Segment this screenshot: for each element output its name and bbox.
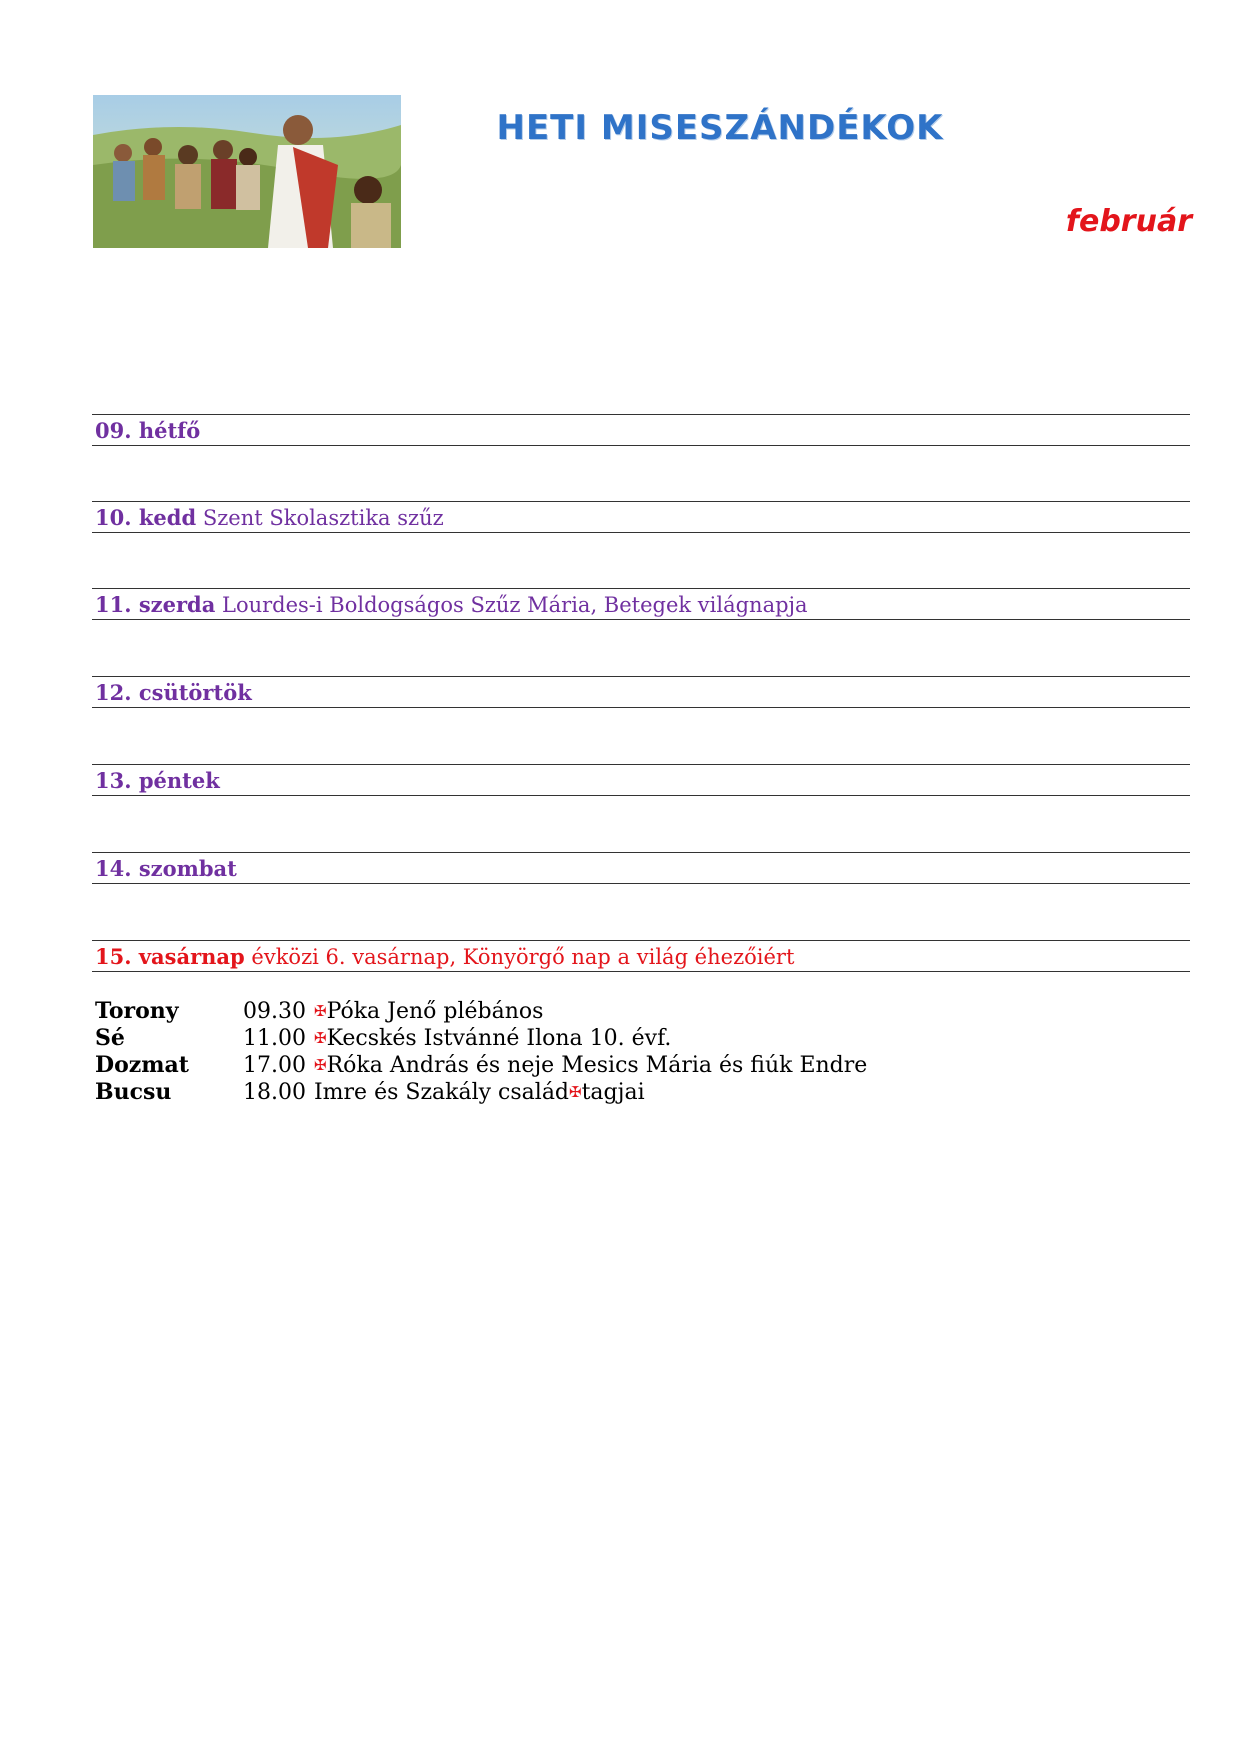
cross-icon: ✠ [313,1002,327,1020]
day-label: 11. szerda [95,592,216,617]
day-row-14 [92,852,1190,884]
mass-time: 17.00 [243,1053,306,1078]
mass-place: Bucsu [95,1079,172,1105]
mass-intention: Kecskés Istvánné Ilona 10. évf. [326,1026,672,1051]
day-label: 09. hétfő [95,418,201,443]
mass-place: Sé [95,1025,125,1051]
mass-intention: Póka Jenő plébános [326,999,544,1024]
mass-schedule [95,998,867,1106]
day-row-09 [92,414,1190,446]
mass-row [95,1079,867,1106]
day-label: 10. kedd [95,505,197,530]
day-label: 13. péntek [95,768,220,793]
day-row-15 [92,940,1190,972]
day-row-10 [92,501,1190,533]
mass-row [95,1025,867,1052]
day-label: 15. vasárnap [95,944,245,969]
mass-intention: Róka András és neje Mesics Mária és fiúk Endre [326,1053,868,1078]
mass-place: Torony [95,998,179,1024]
mass-time: 18.00 [243,1080,306,1105]
day-row-12 [92,676,1190,708]
mass-row [95,998,867,1025]
feast-name: Lourdes-i Boldogságos Szűz Mária, Betegek világnapja [222,593,808,617]
cross-icon: ✠ [569,1083,582,1101]
mass-place: Dozmat [95,1052,189,1078]
header-illustration [93,95,401,248]
cross-icon: ✠ [313,1029,327,1047]
feast-name: Szent Skolasztika szűz [202,506,444,530]
feast-name: évközi 6. vasárnap, Könyörgő nap a világ éhezőiért [251,945,795,969]
mass-intention: tagjai [581,1080,645,1105]
mass-time: 09.30 [243,999,306,1024]
mass-row [95,1052,867,1079]
day-row-11 [92,588,1190,620]
page-title: HETI MISESZÁNDÉKOK [496,108,944,148]
day-label: 12. csütörtök [95,680,252,705]
day-row-13 [92,764,1190,796]
day-label: 14. szombat [95,856,237,881]
cross-icon: ✠ [313,1056,327,1074]
mass-time: 11.00 [243,1026,306,1051]
mass-intention-pre: Imre és Szakály család [313,1080,570,1105]
month-label: február [1065,204,1192,239]
